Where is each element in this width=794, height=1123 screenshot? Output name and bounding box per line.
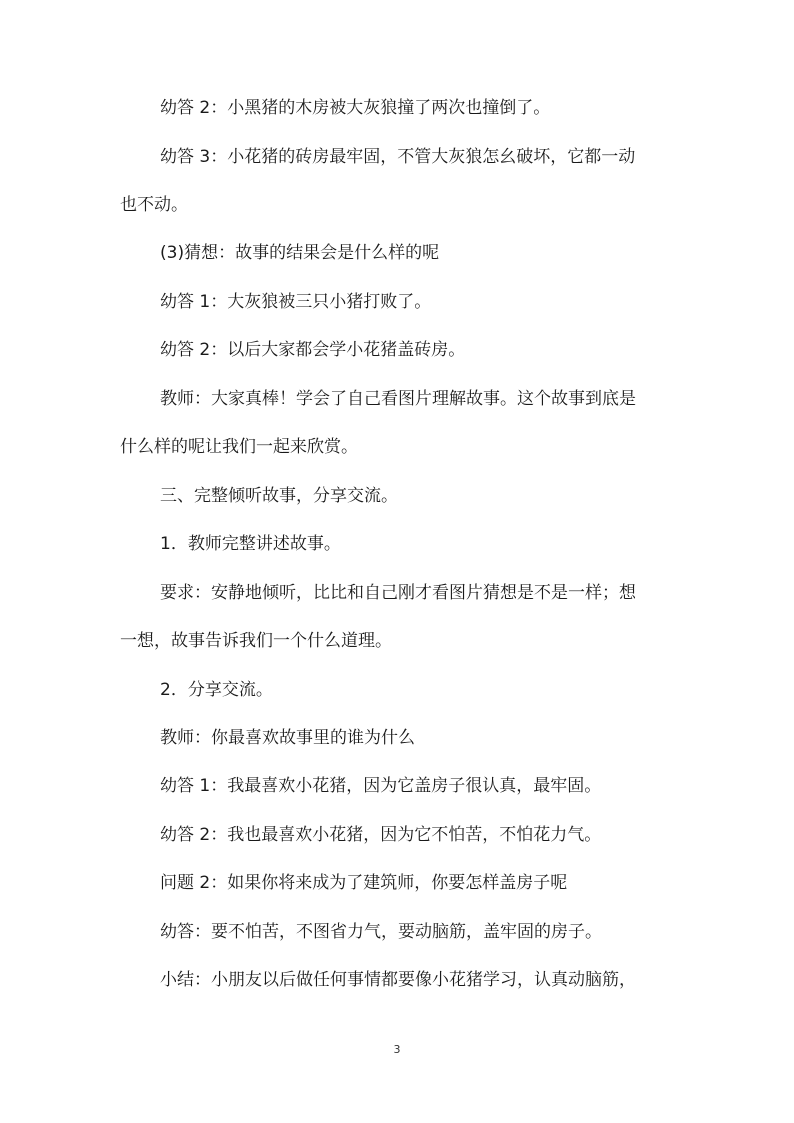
paragraph-line: 要求：安静地倾听，比比和自己刚才看图片猜想是不是一样；想 [160, 583, 636, 603]
paragraph-line: 幼答 1：我最喜欢小花猪，因为它盖房子很认真，最牢固。 [160, 776, 602, 796]
section-heading: 三、完整倾听故事，分享交流。 [160, 486, 398, 506]
paragraph-line: 问题 2：如果你将来成为了建筑师，你要怎样盖房子呢 [160, 873, 568, 893]
list-item: 1．教师完整讲述故事。 [160, 534, 341, 554]
paragraph-line: 幼答 3：小花猪的砖房最牢固，不管大灰狼怎幺破坏，它都一动 [160, 147, 636, 167]
page-number: 3 [393, 1043, 401, 1056]
paragraph-line: 小结：小朋友以后做任何事情都要像小花猪学习，认真动脑筋， [160, 970, 636, 990]
paragraph-line: 幼答 2：小黑猪的木房被大灰狼撞了两次也撞倒了。 [160, 98, 551, 118]
paragraph-line: 幼答 2：以后大家都会学小花猪盖砖房。 [160, 340, 466, 360]
paragraph-line: 一想，故事告诉我们一个什么道理。 [120, 631, 392, 651]
paragraph-line: 也不动。 [120, 195, 188, 215]
paragraph-line: (3)猜想：故事的结果会是什么样的呢 [160, 243, 440, 263]
paragraph-line: 教师：大家真棒！学会了自己看图片理解故事。这个故事到底是 [160, 389, 636, 409]
paragraph-line: 幼答 1：大灰狼被三只小猪打败了。 [160, 292, 432, 312]
paragraph-line: 教师：你最喜欢故事里的谁为什么 [160, 728, 415, 748]
paragraph-line: 幼答：要不怕苦，不图省力气，要动脑筋，盖牢固的房子。 [160, 922, 602, 942]
paragraph-line: 什么样的呢让我们一起来欣赏。 [120, 437, 358, 457]
paragraph-line: 幼答 2：我也最喜欢小花猪，因为它不怕苦，不怕花力气。 [160, 825, 602, 845]
list-item: 2．分享交流。 [160, 680, 273, 700]
